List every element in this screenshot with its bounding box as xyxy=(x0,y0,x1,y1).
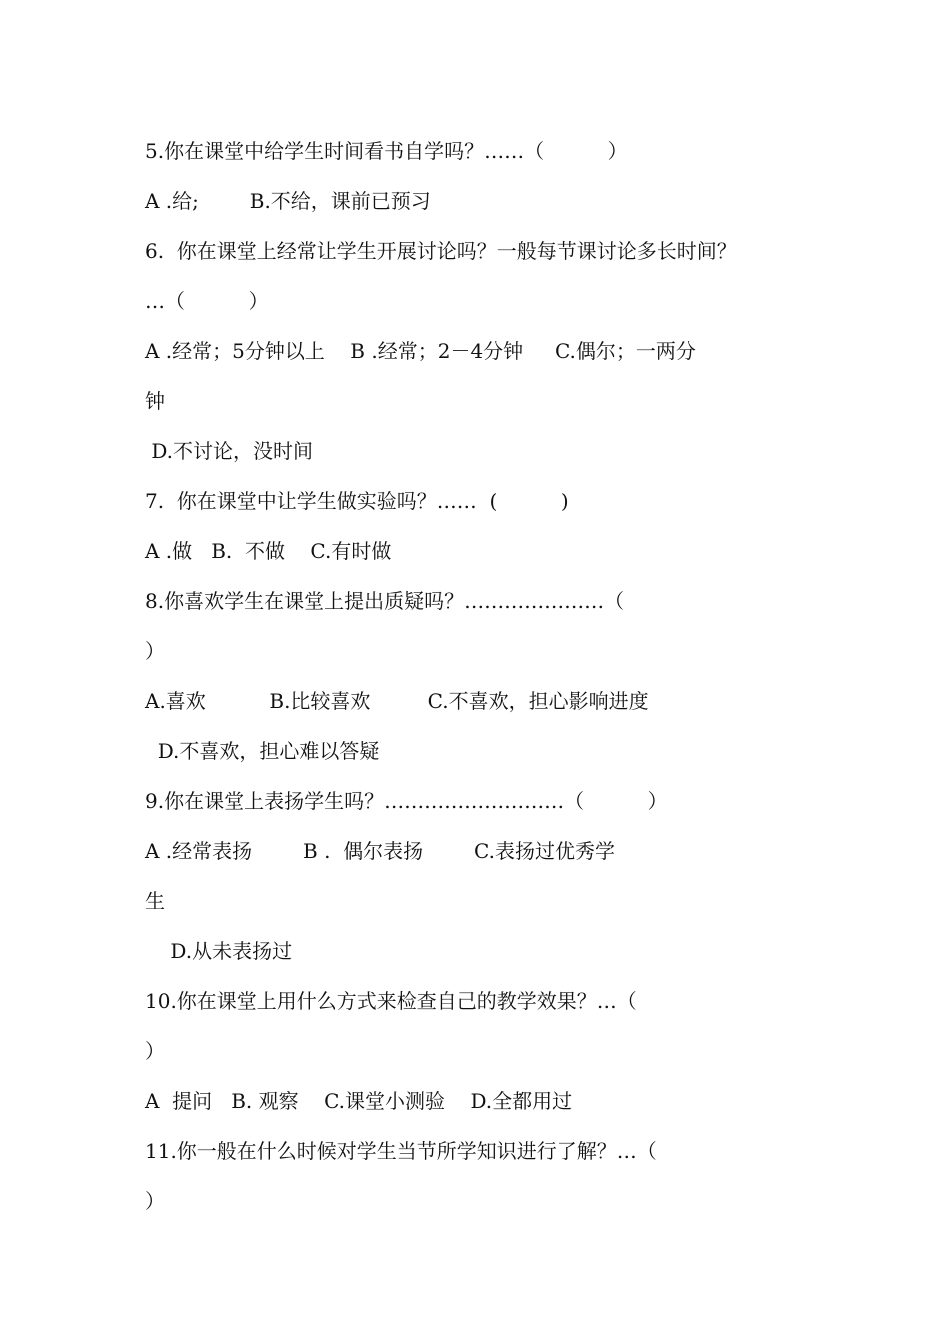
question-8-option-d: D.不喜欢，担心难以答疑 xyxy=(145,739,380,763)
question-7-options: A .做 B. 不做 C.有时做 xyxy=(145,539,392,563)
question-8-options: A.喜欢 B.比较喜欢 C.不喜欢，担心影响进度 xyxy=(145,689,649,713)
question-6-options: A .经常；5分钟以上 B .经常；2－4分钟 C.偶尔；一两分 xyxy=(145,339,696,363)
question-6-blank: …（ ） xyxy=(145,289,269,313)
question-9: 9.你在课堂上表扬学生吗？………………………（ ） xyxy=(145,789,668,813)
question-11-blank: ） xyxy=(145,1189,165,1213)
question-5: 5.你在课堂中给学生时间看书自学吗？……（ ） xyxy=(145,139,628,163)
question-9-options-cont: 生 xyxy=(145,889,165,913)
question-10: 10.你在课堂上用什么方式来检查自己的教学效果？…（ xyxy=(145,989,637,1013)
question-6-options-cont: 钟 xyxy=(145,389,165,413)
question-8-blank: ） xyxy=(145,639,165,663)
question-7: 7. 你在课堂中让学生做实验吗？…… ( ) xyxy=(145,489,569,513)
question-6: 6. 你在课堂上经常让学生开展讨论吗？一般每节课讨论多长时间？ xyxy=(145,239,737,263)
question-9-options: A .经常表扬 B . 偶尔表扬 C.表扬过优秀学 xyxy=(145,839,615,863)
question-8: 8.你喜欢学生在课堂上提出质疑吗？…………………（ xyxy=(145,589,625,613)
question-10-options: A 提问 B. 观察 C.课堂小测验 D.全都用过 xyxy=(145,1089,573,1113)
question-6-option-d: D.不讨论，没时间 xyxy=(145,439,314,463)
question-10-blank: ） xyxy=(145,1039,165,1063)
question-9-option-d: D.从未表扬过 xyxy=(145,939,293,963)
question-5-options: A .给; B.不给，课前已预习 xyxy=(145,189,431,213)
question-11: 11.你一般在什么时候对学生当节所学知识进行了解？…（ xyxy=(145,1139,657,1163)
